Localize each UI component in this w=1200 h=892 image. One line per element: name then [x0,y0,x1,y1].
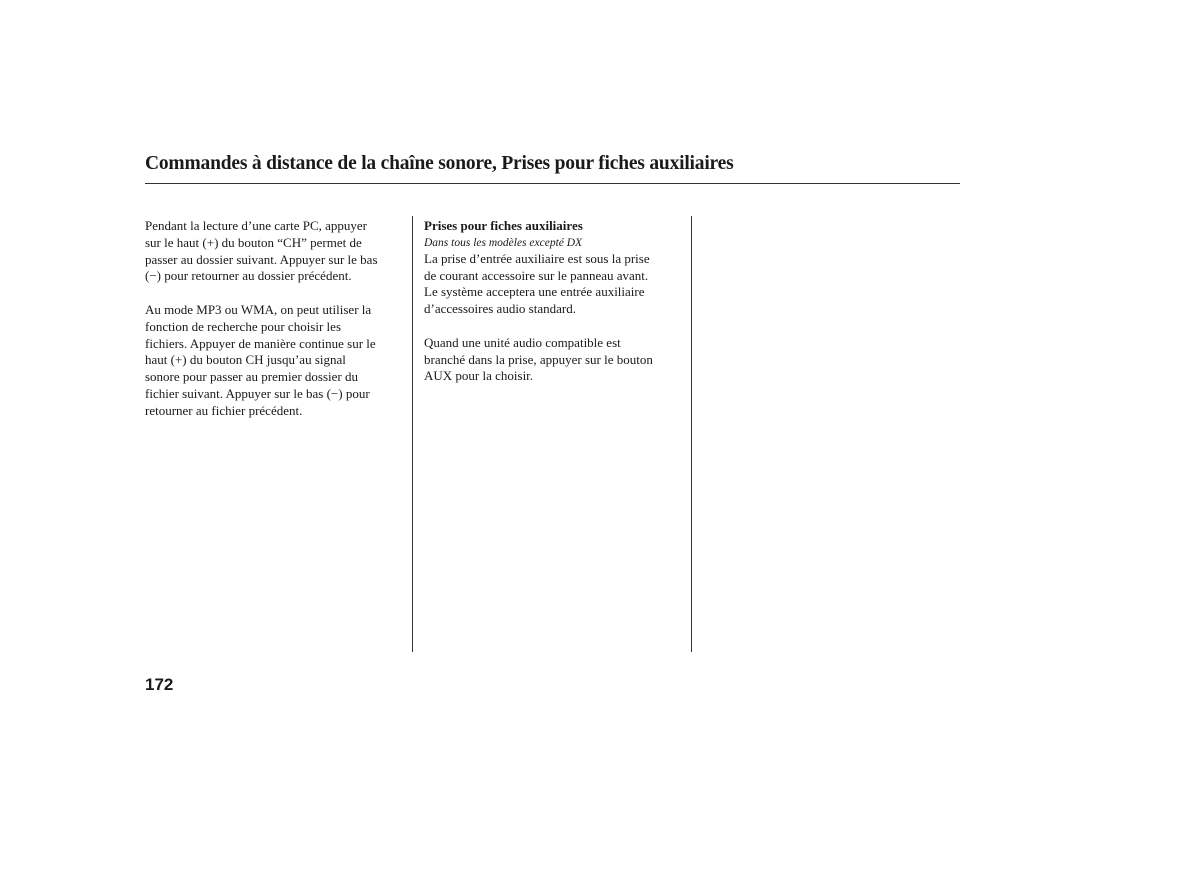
column-divider-left [412,216,413,652]
middle-paragraph-1: La prise d’entrée auxiliaire est sous la prise de courant accessoire sur le panneau avant. Le système acceptera une entrée auxiliaire d’accessoires audio standard. [424,250,650,317]
section-heading: Prises pour fiches auxiliaires [424,218,583,233]
section-subheading: Dans tous les modèles excepté DX [424,236,583,249]
middle-column [424,218,680,402]
left-column [145,218,401,436]
title-divider [145,183,960,184]
page-number: 172 [145,675,174,694]
page-title: Commandes à distance de la chaîne sonore, Prises pour fiches auxiliaires [145,153,734,174]
left-paragraph-2: Au mode MP3 ou WMA, on peut utiliser la fonction de recherche pour choisir les fichiers. Appuyer de manière continue sur le haut (+) du bouton CH jusqu’au signal sonore pour passer au premier dossier du fichier suivant. Appuyer sur le bas (−) pour retourner au fichier précédent. [145,301,376,418]
middle-paragraph-2: Quand une unité audio compatible est branché dans la prise, appuyer sur le bouton AUX pour la choisir. [424,334,653,384]
left-paragraph-1: Pendant la lecture d’une carte PC, appuyer sur le haut (+) du bouton “CH” permet de passer au dossier suivant. Appuyer sur le bas (−) pour retourner au dossier précédent. [145,218,378,284]
column-divider-right [691,216,692,652]
